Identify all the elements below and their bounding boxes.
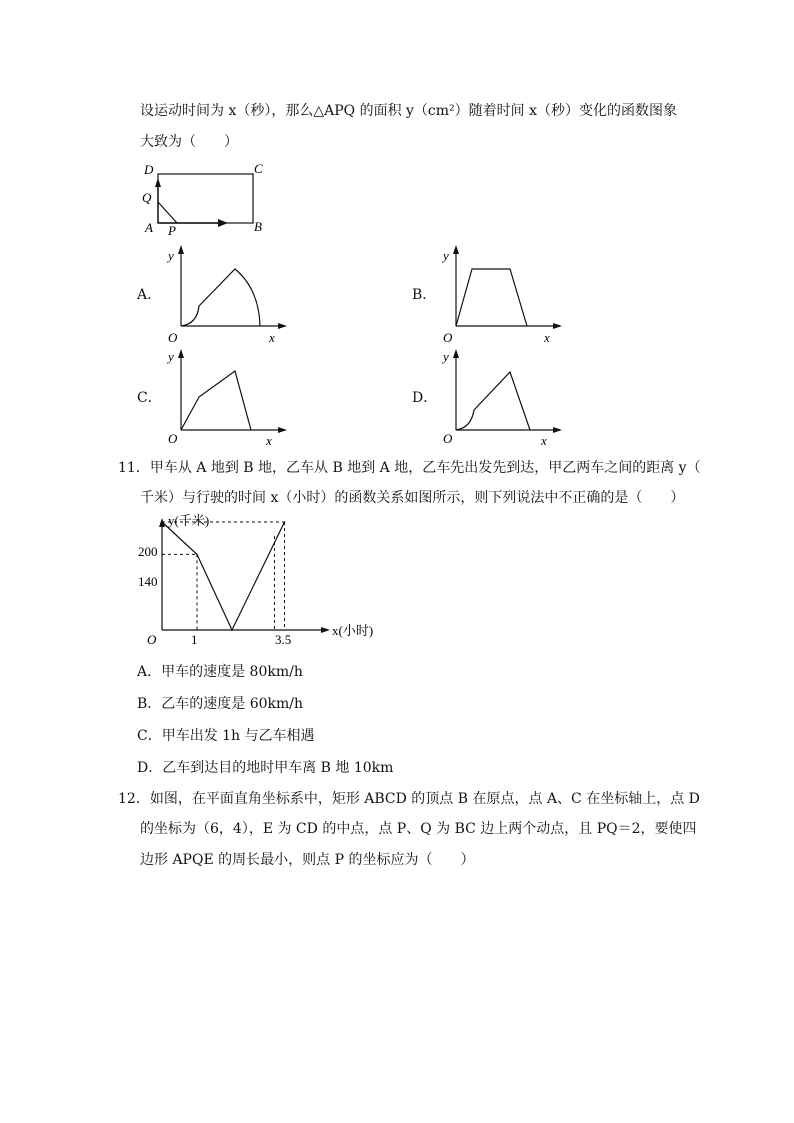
q10-text-line1: 设运动时间为 x（秒），那么△APQ 的面积 y（cm²）随着时间 x（秒）变化的函数图象 (140, 103, 678, 119)
x-tick-1: 1 (191, 632, 198, 647)
q11-option-a: A．甲车的速度是 80km/h (137, 664, 303, 680)
svg-text:x: x (266, 433, 272, 448)
svg-text:O: O (443, 330, 453, 345)
data-point-2 (231, 629, 233, 631)
y-tick-200: 200 (138, 544, 158, 559)
x-arrow-icon (553, 427, 562, 433)
q11-option-c: C．甲车出发 1h 与乙车相遇 (137, 728, 315, 744)
q10-option-c-label: C． (137, 390, 162, 406)
svg-text:y: y (168, 349, 174, 364)
q11-text-line2: 千米）与行驶的时间 x（小时）的函数关系如图所示，则下列说法中不正确的是（ ） (140, 490, 685, 506)
curve-c (181, 371, 251, 430)
q10-option-a-graph (163, 243, 288, 345)
q10-text-line2: 大致为（ ） (140, 134, 238, 150)
y-arrow-icon (453, 245, 459, 254)
label-p: P (168, 223, 176, 238)
arrow-q-icon (155, 178, 161, 187)
q11-option-b: B．乙车的速度是 60km/h (137, 696, 304, 712)
y-arrow-icon (178, 245, 184, 254)
q12-text-line1: 12．如图，在平面直角坐标系中，矩形 ABCD 的顶点 B 在原点，点 A、C 在坐标轴上，点 D (118, 791, 700, 807)
x-tick-3-5: 3.5 (275, 632, 292, 647)
x-axis-label: x(小时) (332, 623, 374, 638)
q12-text-line2: 的坐标为（6，4），E 为 CD 的中点，点 P、Q 为 BC 边上两个动点，且 PQ＝2，要使四 (140, 821, 697, 837)
q11-option-d: D．乙车到达目的地时甲车离 B 地 10km (137, 760, 394, 776)
svg-text:x: x (269, 330, 275, 345)
y-tick-140: 140 (138, 574, 158, 589)
y-arrow-icon (178, 349, 184, 358)
x-arrow-icon (553, 323, 562, 329)
distance-series-line (162, 522, 285, 630)
svg-text:y: y (443, 248, 449, 263)
y-arrow-icon (453, 349, 459, 358)
q10-option-a-label: A． (137, 287, 162, 303)
data-point-0 (161, 521, 163, 523)
label-a: A (145, 220, 153, 235)
x-arrow-icon (278, 427, 287, 433)
svg-text:O: O (168, 431, 178, 446)
label-q: Q (142, 190, 152, 205)
svg-text:x: x (541, 433, 547, 448)
x-arrow-icon (321, 627, 330, 633)
svg-text:y: y (443, 349, 449, 364)
q11-distance-chart (136, 508, 381, 658)
curve-b (456, 269, 527, 326)
label-b: B (254, 219, 262, 234)
data-point-1 (196, 554, 198, 556)
curve-d (456, 372, 530, 430)
curve-a (181, 269, 260, 326)
label-c: C (254, 161, 263, 176)
svg-text:O: O (443, 431, 453, 446)
label-d: D (144, 162, 154, 177)
q10-option-b-graph (438, 243, 563, 345)
svg-text:x: x (544, 330, 550, 345)
x-arrow-icon (278, 323, 287, 329)
q10-option-b-label: B． (412, 287, 437, 303)
q10-option-d-graph (438, 347, 563, 449)
svg-text:O: O (168, 330, 178, 345)
q11-text-line1: 11．甲车从 A 地到 B 地，乙车从 B 地到 A 地，乙车先出发先到达，甲乙两车之间的距离 y（ (118, 460, 701, 476)
rect-abcd (158, 174, 253, 223)
arrow-p-icon (218, 219, 228, 227)
q10-option-d-label: D． (412, 390, 438, 406)
q12-text-line3: 边形 APQE 的周长最小，则点 P 的坐标应为（ ） (140, 852, 475, 868)
q10-option-c-graph (163, 347, 288, 449)
y-axis-label: y(千米) (168, 513, 210, 528)
svg-text:y: y (168, 248, 174, 263)
segment-pq (158, 202, 177, 223)
data-point-3 (284, 521, 286, 523)
origin-label: O (147, 632, 157, 647)
q10-rectangle-figure (136, 158, 276, 240)
